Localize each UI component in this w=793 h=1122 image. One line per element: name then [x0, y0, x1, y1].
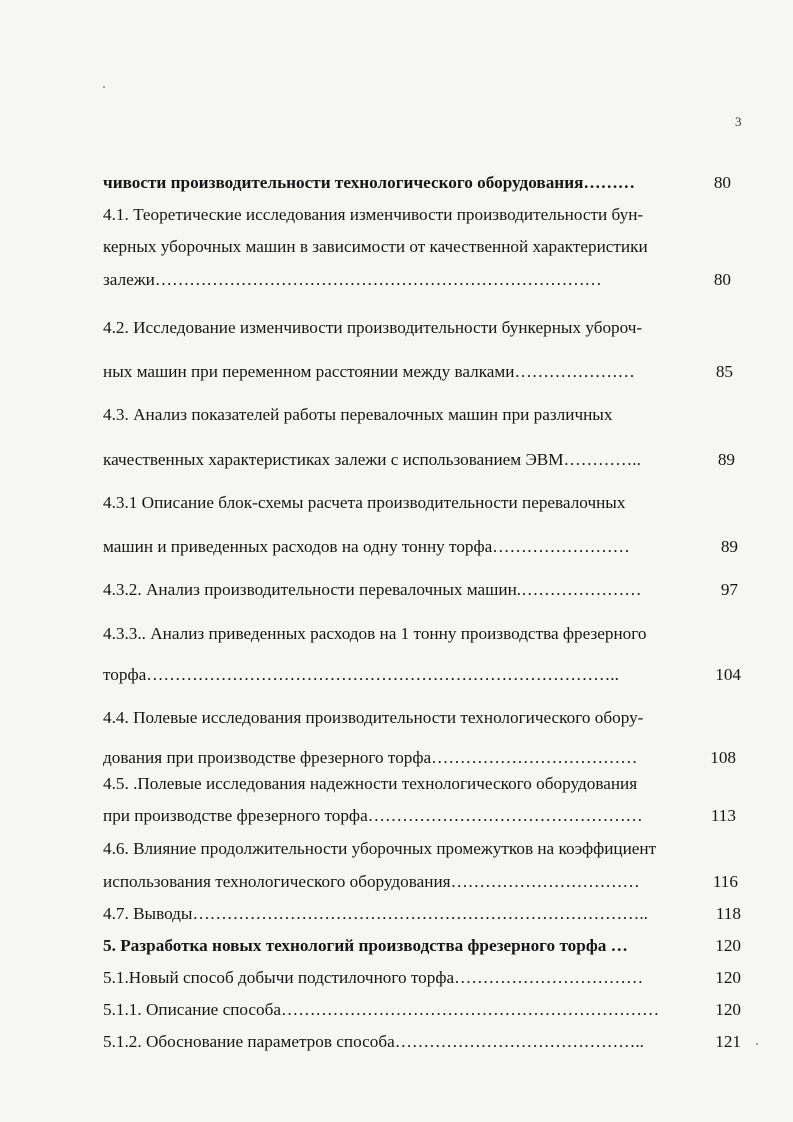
toc-page-number: 116	[712, 872, 738, 891]
page-number: 3	[735, 114, 742, 129]
toc-entry-text: 4.5. .Полевые исследования надежности технологического оборудования	[103, 774, 638, 793]
toc-page-number: 121	[715, 1032, 741, 1051]
toc-entry-text: ных машин при переменном расстоянии между валками…………………	[103, 362, 635, 381]
toc-page-number: 80	[713, 270, 731, 289]
toc-page-number: 85	[715, 362, 733, 381]
toc-entry-text: 5.1.2. Обоснование параметров способа……………………………………..	[103, 1032, 644, 1051]
toc-entry-text: залежи……………………………………………………………………	[103, 270, 602, 289]
toc-entry-text: качественных характеристиках залежи с использованием ЭВМ…………..	[103, 450, 641, 469]
toc-page-number: 120	[715, 1000, 741, 1019]
toc-entry-text: при производстве фрезерного торфа…………………………………………	[103, 806, 643, 825]
toc-entry-text: 5.1.1. Описание способа…………………………………………………………	[103, 1000, 660, 1019]
toc-page-number: 97	[720, 580, 738, 599]
toc-entry-text: 5. Разработка новых технологий производства фрезерного торфа …	[103, 936, 628, 955]
toc-entry-text: 4.2. Исследование изменчивости производительности бункерных убороч-	[103, 318, 643, 337]
toc-entry-text: керных уборочных машин в зависимости от качественной характеристики	[103, 237, 648, 256]
toc-entry-text: дования при производстве фрезерного торфа………………………………	[103, 748, 638, 767]
toc-page-number: 113	[710, 806, 736, 825]
toc-page-number: 80	[713, 173, 731, 192]
scan-speck	[103, 86, 105, 88]
toc-page-number: 108	[710, 748, 736, 767]
toc-page-number: 104	[715, 665, 741, 684]
toc-entry-text: использования технологического оборудования……………………………	[103, 872, 640, 891]
toc-entry-text: 4.6. Влияние продолжительности уборочных промежутков на коэффициент	[103, 839, 657, 858]
toc-entry-text: 4.3.1 Описание блок-схемы расчета производительности перевалочных	[103, 493, 626, 512]
toc-entry-text: чивости производительности технологического оборудования………	[103, 173, 635, 192]
toc-page-number: 89	[717, 450, 735, 469]
toc-page-number: 120	[715, 968, 741, 987]
toc-page-number: 118	[715, 904, 741, 923]
toc-page-number: 89	[720, 537, 738, 556]
toc-entry-text: 4.1. Теоретические исследования изменчивости производительности бун-	[103, 205, 644, 224]
toc-entry-text: машин и приведенных расходов на одну тонну торфа……………………	[103, 537, 630, 556]
scan-speck	[756, 1043, 758, 1045]
toc-page-number: 120	[715, 936, 741, 955]
toc-entry-text: 4.4. Полевые исследования производительности технологического обору-	[103, 708, 644, 727]
toc-entry-text: 4.3. Анализ показателей работы перевалочных машин при различных	[103, 405, 613, 424]
toc-entry-text: 4.7. Выводы……………………………………………………………………..	[103, 904, 648, 923]
toc-entry-text: 5.1.Новый способ добычи подстилочного торфа……………………………	[103, 968, 644, 987]
toc-entry-text: торфа………………………………………………………………………..	[103, 665, 619, 684]
toc-entry-text: 4.3.3.. Анализ приведенных расходов на 1 тонну производства фрезерного	[103, 624, 647, 643]
toc-entry-text: 4.3.2. Анализ производительности перевалочных машин.…………………	[103, 580, 642, 599]
